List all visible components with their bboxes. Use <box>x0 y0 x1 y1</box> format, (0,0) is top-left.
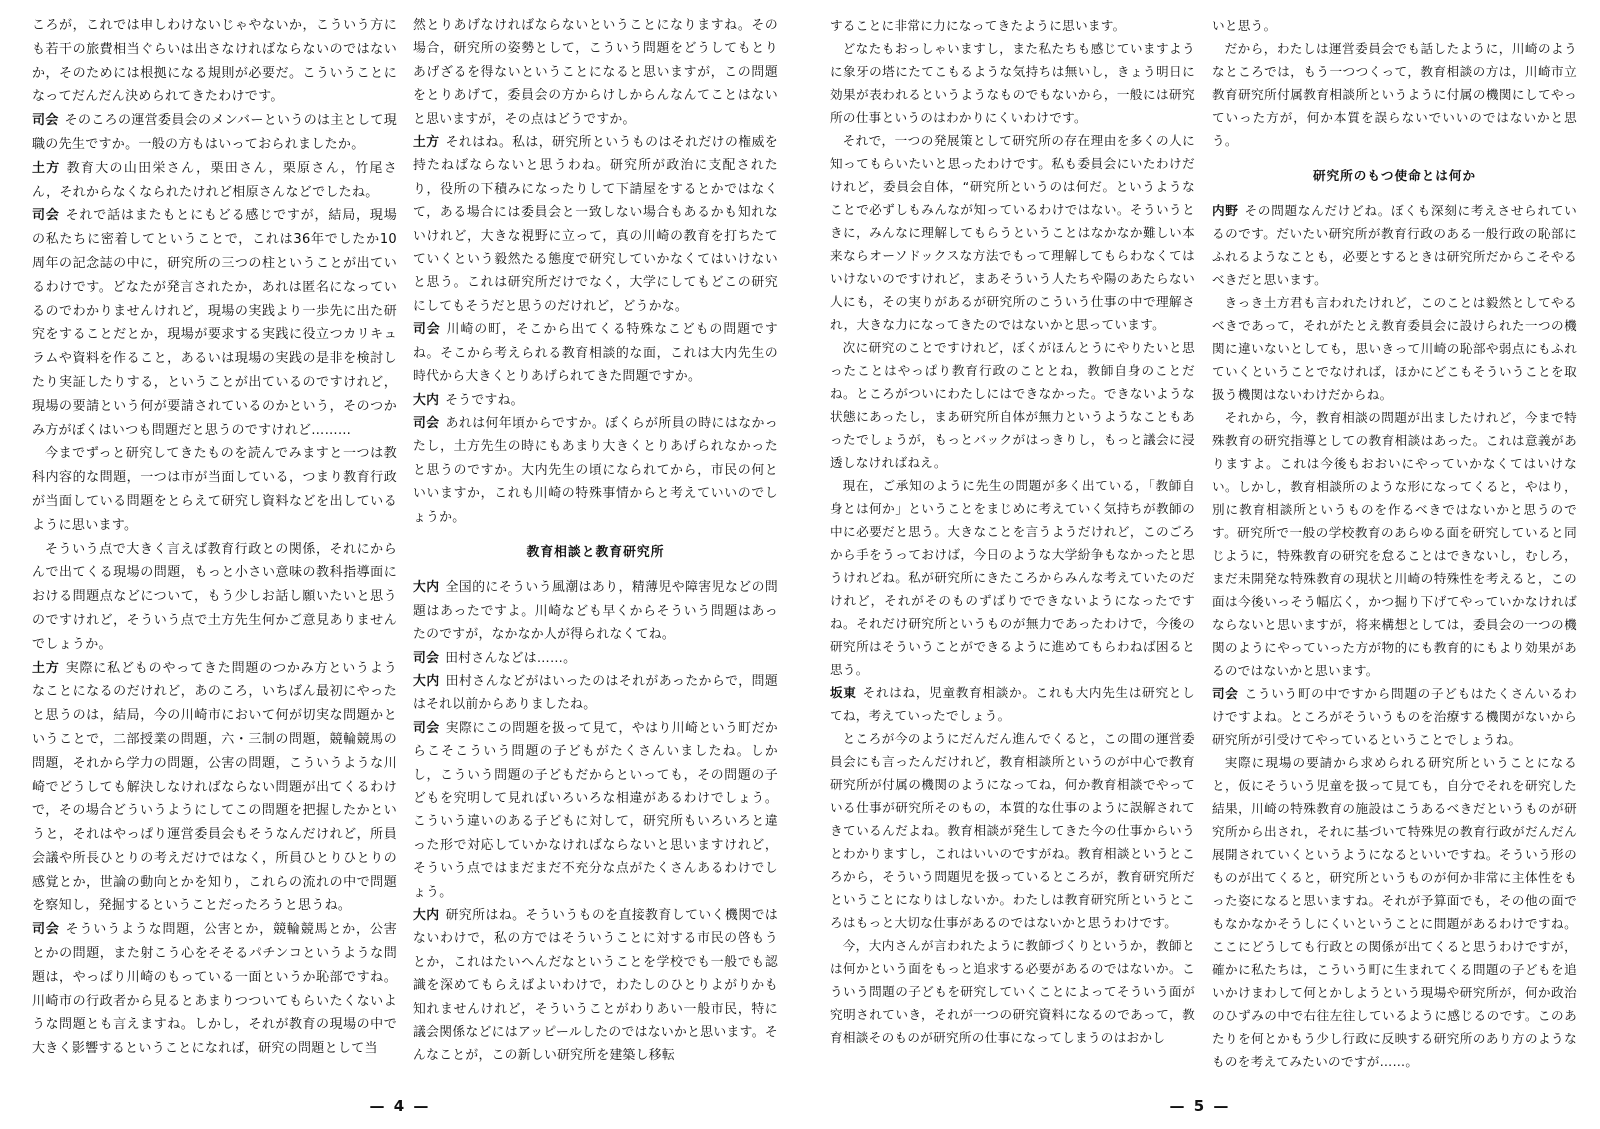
speaker-paragraph <box>413 904 778 1068</box>
speaker-label: 司会 <box>413 650 440 666</box>
paragraph: 然とりあげなければならないということになりますね。その場合，研究所の姿勢として，こういう問題をどうしてもとりあげざるを得ないということになると思いますが，この問題をとりあげて，委員会の方からけしからんなんてことはないと思いますが，その点はどうですか。 <box>413 18 778 127</box>
paragraph-text: あれは何年頃からですか。ぼくらが所員の時にはなかったし，土方先生の時にもあまり大きくとりあげられなかったと思うのですか。大内先生の頃になられてから，市民の何といいますか，これも川崎の特殊事情からと考えていいのでしょうか。 <box>413 415 778 525</box>
paragraph-text: 全国的にそういう風潮はあり，精薄児や障害児などの問題はあったですよ。川崎なども早くからそういう問題はあったのですが，なかなか人が得られなくてね。 <box>413 580 778 643</box>
speaker-paragraph <box>32 657 397 919</box>
paragraph: ころが，これでは申しわけないじゃやないか，こういう方にも若干の旅費相当ぐらいは出さなければならないのではないか，そのためには根拠になる規則が必要だ。こういうことになってだんだん決められてきたわけです。 <box>32 18 397 105</box>
paragraph-text: 川崎の町，そこから出てくる特殊なこどもの問題ですね。そこから考えられる教育相談的な面，これは大内先生の時代から大きくとりあげられてきた問題ですか。 <box>413 322 778 385</box>
speaker-label: 司会 <box>1212 686 1239 701</box>
speaker-label: 土方 <box>32 660 60 676</box>
paragraph: 次に研究のことですけれど，ぼくがほんとうにやりたいと思ったことはやっぱり教育行政のこととね，教師自身のことだね。ところがついにわたしにはできなかった。できないような状態にあったし，まあ研究所自体が無力というようなこともあったでしょうが，もっとバックがはっきりし，もっと議会に浸透しなければねえ。 <box>830 340 1195 470</box>
speaker-paragraph <box>1212 199 1577 291</box>
paragraph-text: こういう町の中ですから問題の子どもはたくさんいるわけですよね。ところがそういうものを治療する機関がないから研究所が引受けてやっているということでしょうね。 <box>1212 686 1577 747</box>
speaker-paragraph <box>413 576 778 646</box>
paragraph: それで，一つの発展策として研究所の存在理由を多くの人に知ってもらいたいと思ったわけです。私も委員会にいたわけだけれど，委員会自体，“研究所というのは何だ。というようなことで必ずしもみんなが知っているわけではない。そういうときに，みんなに理解してもらうということはなかなか難しい本来ならオーソドックスな方法でもって理解してもらわなくてはいけないのですけれど，まあそういう人たちや陽のあたらない人にも，その実りがあるが研究所のこういう仕事の中で理解され，大きな力になってきたのではないかと思っています。 <box>830 133 1195 332</box>
paragraph: 実際に現場の要請から求められる研究所ということになると，仮にそういう児童を扱って見ても，自分でそれを研究した結果，川崎の特殊教育の施設はこうあるべきだというものが研究所から出され，それに基づいて特殊児の教育行政がだんだん展開されていくというようになるといいですね。そういう形のものが出てくると，研究所というものが何か非常に主体性をもった姿になると思いますね。それが予算面でも，その他の面でもなかなかそうしにくいということに問題があるわけですね。ここにどうしても行政との関係が出てくると思うわけですが，確かに私たちは，こういう町に生まれてくる問題の子どもを追いかけまわして何とかしようという現場や研究所が，何か政治のひずみの中で右往左往しているように感じるのです。このあたりを何とかもう少し行政に反映する研究所のあり方のようなものを考えてみたいのですが……。 <box>1212 755 1577 1069</box>
speaker-paragraph <box>413 318 778 388</box>
speaker-paragraph <box>1212 682 1577 751</box>
paragraph-text: 実際に私どものやってきた問題のつかみ方というようなことになるのだけれど，あのころ，いちばん最初にやったと思うのは，結局，今の川崎市において何が切実な問題かということで，二部授業の問題，六・三制の問題，競輪競馬の問題，それから学力の問題，公害の問題，こういうような川崎でどうしても解決しなければならない問題が出てくるわけで，その場合どういうようにしてこの問題を把握したかというと，それはやっぱり運営委員会もそうなんだけれど，所員会議や所長ひとりの考えだけではなく，所員ひとりひとりの感覚とか，世論の動向とかを知り，これらの流れの中で問題を察知し，発掘するということだったろうと思うね。 <box>32 660 397 914</box>
page-number: — 5 — <box>1169 1097 1231 1115</box>
paragraph: きっき土方君も言われたけれど，このことは毅然としてやるべきであって，それがたとえ教育委員会に設けられた一つの機関に違いないとしても，思いきって川崎の恥部や弱点にもふれていくということでなければ，ほかにどこもそういうことを取扱う機関はないわけだからね。 <box>1212 295 1577 402</box>
page-5 <box>800 0 1600 1129</box>
paragraph: することに非常に力になってきたように思います。 <box>830 18 1126 33</box>
speaker-label: 司会 <box>32 113 59 129</box>
paragraph-text: そうですね。 <box>445 392 524 408</box>
speaker-label: 土方 <box>32 160 61 176</box>
speaker-label: 大内 <box>413 580 440 596</box>
paragraph-text: 教育大の山田栄さん，栗田さん，栗原さん，竹尾さん，それからなくなられたけれど相原さんなどでしたね。 <box>32 160 397 200</box>
paragraph-text: それはね，児童教育相談か。これも大内先生は研究としてね，考えていったでしょう。 <box>830 685 1195 723</box>
speaker-paragraph <box>830 681 1195 727</box>
paragraph: 現在，ご承知のように先生の問題が多く出ている，「教師自身とは何か」ということをまじめに考えていく気持ちが教師の中に必要だと思う。大きなことを言うようだけれど，このごろから手をうっておけば，今日のような大学紛争もなかったと思うけれどね。私が研究所にきたころからみんな考えていたのだけれど，それがそのものずばりでできないようになったですね。それだけ研究所というものが無力であったわけで，今後の研究所はそういうことができるように進めてもらわねば困ると思う。 <box>830 478 1195 677</box>
text-column <box>413 14 778 1076</box>
speaker-label: 大内 <box>413 908 440 924</box>
speaker-label: 大内 <box>413 392 440 408</box>
speaker-paragraph <box>32 918 397 1061</box>
paragraph-text: そういうような問題，公害とか，競輪競馬とか，公害とかの問題，また射こう心をそそるパチンコというような問題は，やっぱり川崎のもっている一面というか恥部ですね。川崎市の行政者から見るとあまりつついてもらいたくないような問題とも言えますね。しかし，それが教育の現場の中で大きく影響するということになれば，研究の問題として当 <box>32 922 397 1057</box>
paragraph: いと思う。 <box>1212 18 1277 33</box>
speaker-paragraph <box>413 131 778 318</box>
paragraph-text: 実際にこの問題を扱って見て，やはり川崎という町だからこそこういう問題の子どもがたくさんいましたね。しかし，こういう問題の子どもだからといっても，その問題の子どもを究明して見ればいろいろな相違があるわけでしょう。こういう違いのある子どもに対して，研究所もいろいろと違った形で対応していかなければならないと思いますけれど，そういう点ではまだまだ不充分な点がたくさんあるわけでしょう。 <box>413 720 778 900</box>
paragraph: どなたもおっしゃいますし，また私たちも感じていますように象牙の塔にたてこもるような気持ちは無いし，きょう明日に効果が表われるというようなものでもないから，一般には研究所の仕事というのはわかりにくいわけです。 <box>830 41 1195 125</box>
text-column <box>830 14 1195 1076</box>
paragraph-text: 研究所はね。そういうものを直接教育していく機関ではないわけで，私の方ではそういうことに対する市民の啓もうとか，これはたいへんだなということを学校でも一般でも認識を深めてもらえばよいわけで，わたしのひとりよがりかも知れませんけれど，そういうことがわりあい一般市民，特に議会関係などにはアッピールしたのではないかと思います。そんなことが，この新しい研究所を建築し移転 <box>413 908 778 1064</box>
speaker-paragraph <box>32 109 397 157</box>
speaker-label: 土方 <box>413 135 440 151</box>
speaker-label: 司会 <box>413 322 441 338</box>
speaker-label: 内野 <box>1212 203 1239 218</box>
speaker-paragraph <box>32 157 397 205</box>
speaker-label: 大内 <box>413 673 440 689</box>
section-heading: 研究所のもつ使命とは何か <box>1312 168 1477 183</box>
speaker-label: 司会 <box>413 720 440 736</box>
speaker-label: 司会 <box>32 922 60 938</box>
paragraph-text: それはね。私は，研究所というものはそれだけの権威を持たねばならないと思うわね。研究所が政治に支配されたり，役所の下積みになったりして下請屋をするとかではなくて，ある場合には委員会と一致しない場合もあるかも知れないけれど，大きな視野に立って，真の川崎の教育を打ちたてていくという毅然たる態度で研究していかなくてはいけないと思う。これは研究所だけでなく，大学にしてもどこの研究にしてもそうだと思うのだけれど，どうかな。 <box>413 135 778 314</box>
paragraph-text: その問題なんだけどね。ぼくも深刻に考えさせられているのです。だいたい研究所が教育行政のある一般行政の恥部にふれるようなことも，必要とするときは研究所だからこそやるべきだと思います。 <box>1212 203 1577 287</box>
speaker-label: 坂東 <box>830 685 857 700</box>
paragraph-text: それで話はまたもとにもどる感じですが，結局，現場の私たちに密着してということで，これは36年でしたか10周年の記念誌の中に，研究所の三つの柱ということが出ているわけです。どなたが発言されたか，あれは匿名になっているのでわかりませんけれど，現場の実践より一歩先に出た研究をすることだとか，現場が要求する実践に役立つカリキュラムや資料を作ること，あるいは現場の実践の是非を検討したり実証したりする，ということが出ているのですけれど，現場の要請という何が要請されているのかという，そのつかみ方がぼくはいつも問題だと思うのですけれど……… <box>32 208 397 438</box>
section-heading: 教育相談と教育研究所 <box>526 544 665 560</box>
paragraph-text: 田村さんなどがはいったのはそれがあったからで，問題はそれ以前からありましたね。 <box>413 673 778 713</box>
speaker-paragraph <box>413 412 778 529</box>
page-number: — 4 — <box>369 1097 431 1115</box>
speaker-paragraph <box>32 204 397 442</box>
text-column <box>32 14 397 1076</box>
text-column <box>1212 14 1577 1076</box>
paragraph-text: 田村さんなどは……。 <box>445 650 577 666</box>
paragraph: 今，大内さんが言われたように教師づくりというか，教師とは何かという面をもっと追求する必要があるのではないか。こういう問題の子どもを研究していくことによってそういう面が究明されていき，それが一つの研究資料になるのであって，教育相談そのものが研究所の仕事になってしまうのはおかし <box>830 938 1195 1045</box>
paragraph-text: そのころの運営委員会のメンバーというのは主として現職の先生ですか。一般の方もはいっておられましたか。 <box>32 113 397 152</box>
speaker-paragraph <box>413 670 778 717</box>
speaker-paragraph <box>413 389 778 412</box>
paragraph: そういう点で大きく言えば教育行政との関係，それにからんで出てくる現場の問題，もっと小さい意味の教科指導面における問題点などについて，もう少しお話し願いたいと思うのですけれど，そういう点で土方先生何かご意見ありませんでしょうか。 <box>32 541 397 652</box>
speaker-paragraph <box>413 647 778 670</box>
paragraph: それから，今，教育相談の問題が出ましたけれど，今まで特殊教育の研究指導としての教育相談はあった。これは意義がありますよ。これは今後もおおいにやっていかなくてはいけない。しかし，教育相談所のような形になってくると，やはり，別に教育相談所というものを作るべきではないかと思うのです。研究所で一般の学校教育のあらゆる面を研究していると同じように，特殊教育の研究を怠ることはできないし，むしろ，まだ未開発な特殊教育の現状と川崎の特殊性を考えると，この面は今後いっそう幅広く，かつ掘り下げてやっていかなければならないと思いますが，将来構想としては，委員会の一つの機関のようにやっていった方が物的にも教育的にもより効果があるのではないかと思います。 <box>1212 410 1577 678</box>
speaker-paragraph <box>413 717 778 904</box>
speaker-label: 司会 <box>32 208 60 224</box>
paragraph: 今までずっと研究してきたものを読んでみますと一つは教科内容的な問題，一つは市が当面している，つまり教育行政が当面している問題をとらえて研究し資料などを出しているように思います。 <box>32 446 397 533</box>
paragraph: だから，わたしは運営委員会でも話したように，川崎のようなところでは，もう一つつくって，教育相談の方は，川崎市立教育研究所付属教育相談所というように付属の機関にしてやっていった方が，何か本質を誤らないでいいのではないかと思う。 <box>1212 41 1577 148</box>
paragraph: ところが今のようにだんだん進んでくると，この間の運営委員会にも言ったんだけれど，教育相談所というのが中心で教育研究所が付属の機関のようになってね，何か教育相談でやっている仕事が研究所そのもの，本質的な仕事のように誤解されてきているんだよね。教育相談が発生してきた今の仕事からいうとわかりますし，これはいいのですがね。教育相談というところから，そういう問題児を扱っているところが，教育研究所だということになりはしないか。わたしは教育研究所というところはもっと大切な仕事があるのではないかと思うわけです。 <box>830 731 1195 930</box>
speaker-label: 司会 <box>413 415 440 431</box>
